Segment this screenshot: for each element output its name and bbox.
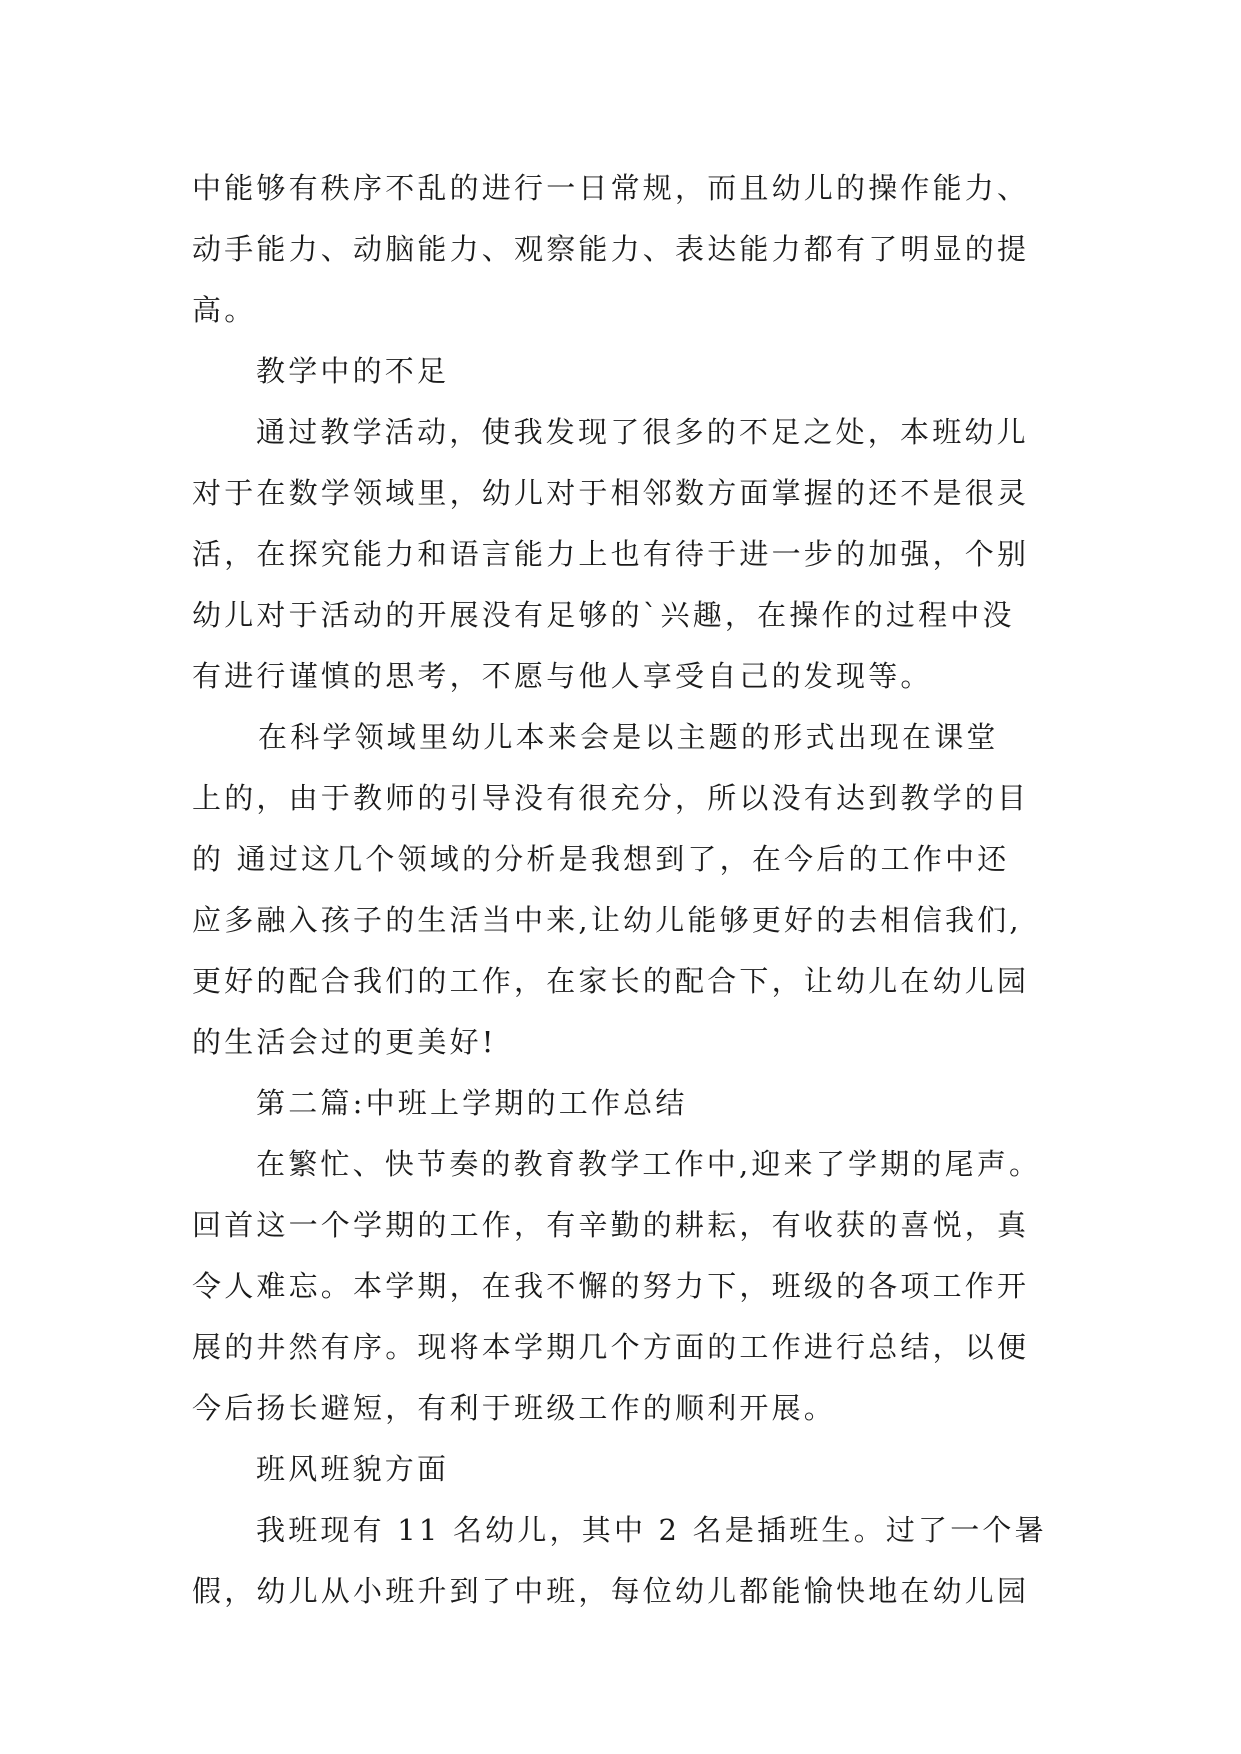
text-line: 应多融入孩子的生活当中来,让幼儿能够更好的去相信我们, (192, 903, 1022, 937)
text-line: 假，幼儿从小班升到了中班，每位幼儿都能愉快地在幼儿园 (192, 1574, 1030, 1608)
text-line: 令人难忘。本学期，在我不懈的努力下，班级的各项工作开 (192, 1269, 1030, 1303)
text-line: 第二篇:中班上学期的工作总结 (256, 1086, 688, 1120)
text-line: 的生活会过的更美好! (192, 1025, 497, 1059)
text-line: 活，在探究能力和语言能力上也有待于进一步的加强，个别 (192, 537, 1030, 571)
text-line: 教学中的不足 (256, 354, 450, 388)
paragraph-1 (192, 158, 1062, 341)
paragraph-3 (192, 402, 1062, 707)
text-line: 动手能力、动脑能力、观察能力、表达能力都有了明显的提 (192, 232, 1030, 266)
section-heading-teaching-shortcomings (192, 341, 1062, 402)
paragraph-8 (192, 1500, 1062, 1622)
text-line: 展的井然有序。现将本学期几个方面的工作进行总结，以便 (192, 1330, 1030, 1364)
text-line: 在科学领域里幼儿本来会是以主题的形式出现在课堂 (258, 720, 999, 754)
text-line: 今后扬长避短，有利于班级工作的顺利开展。 (192, 1391, 837, 1425)
text-line: 高。 (192, 293, 257, 327)
text-line: 我班现有 11 名幼儿，其中 2 名是插班生。过了一个暑 (256, 1513, 1047, 1547)
section-heading-part-two (192, 1073, 1062, 1134)
text-line: 在繁忙、快节奏的教育教学工作中,迎来了学期的尾声。 (256, 1147, 1042, 1181)
text-line: 有进行谨慎的思考，不愿与他人享受自己的发现等。 (192, 659, 933, 693)
text-line: 的 通过这几个领域的分析是我想到了，在今后的工作中还 (192, 842, 1010, 876)
text-line: 通过教学活动，使我发现了很多的不足之处，本班幼儿 (256, 415, 1029, 449)
section-heading-class-style (192, 1439, 1062, 1500)
text-line: 班风班貌方面 (256, 1452, 450, 1486)
text-line: 对于在数学领域里，幼儿对于相邻数方面掌握的还不是很灵 (192, 476, 1030, 510)
paragraph-4 (192, 707, 1062, 1073)
text-line: 上的，由于教师的引导没有很充分，所以没有达到教学的目 (192, 781, 1030, 815)
text-line: 回首这一个学期的工作，有辛勤的耕耘，有收获的喜悦，真 (192, 1208, 1030, 1242)
paragraph-6 (192, 1134, 1062, 1439)
text-line: 更好的配合我们的工作，在家长的配合下，让幼儿在幼儿园 (192, 964, 1030, 998)
body-text (192, 158, 1062, 1622)
text-line: 幼儿对于活动的开展没有足够的`兴趣，在操作的过程中没 (192, 598, 1015, 632)
text-line: 中能够有秩序不乱的进行一日常规，而且幼儿的操作能力、 (192, 171, 1030, 205)
